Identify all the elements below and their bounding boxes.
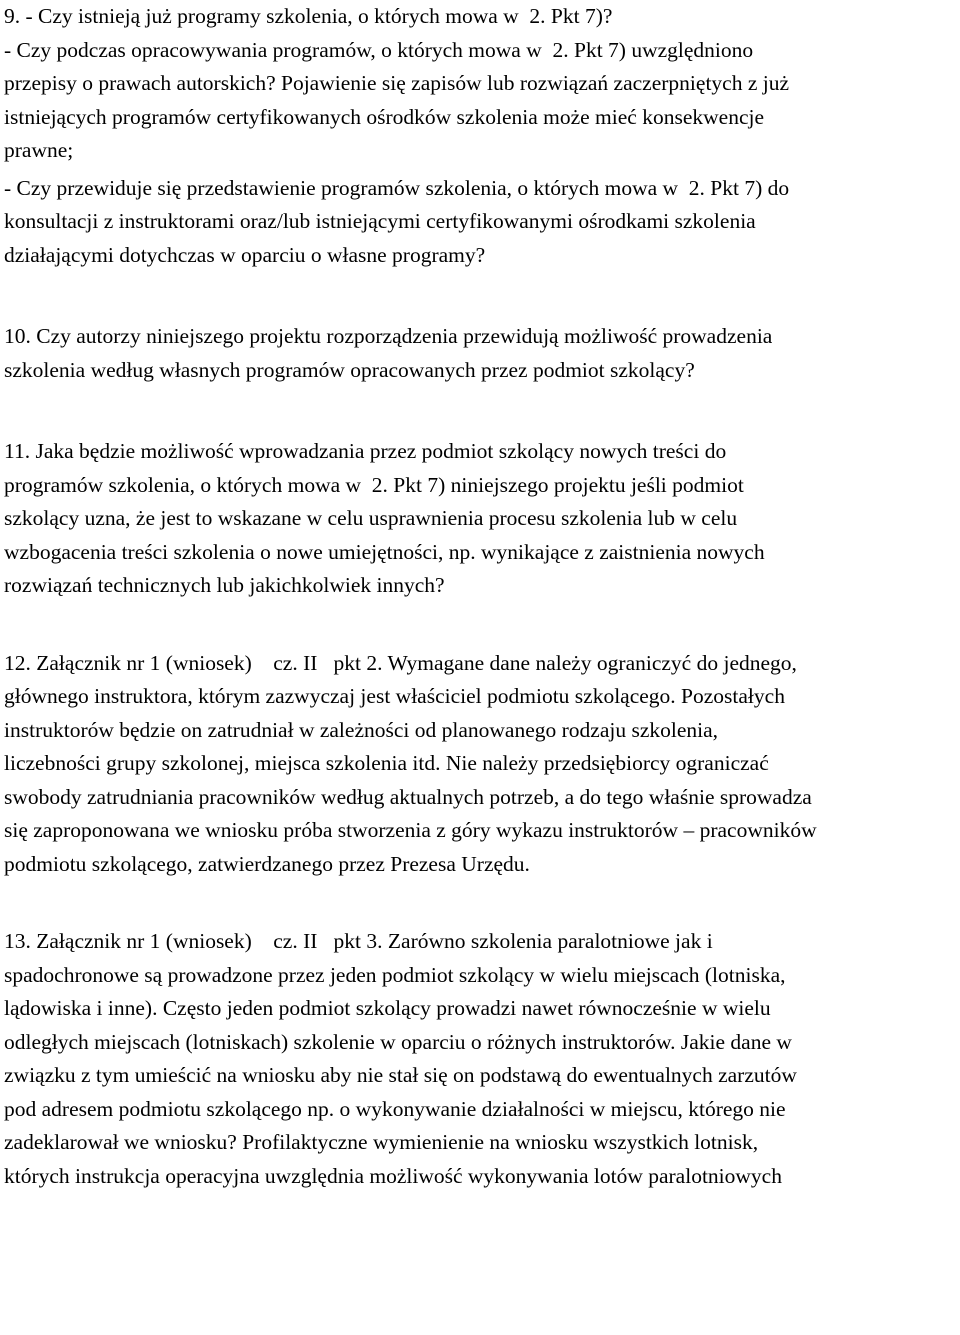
text-line: pod adresem podmiotu szkolącego np. o wykonywanie działalności w miejscu, którego nie bbox=[4, 1096, 786, 1121]
text-line: działającymi dotychczas w oparciu o własne programy? bbox=[4, 242, 486, 267]
text-line: szkolący uzna, że jest to wskazane w celu usprawnienia procesu szkolenia lub w celu bbox=[4, 506, 738, 530]
text-line: istniejących programów certyfikowanych ośrodków szkolenia może mieć konsekwencje bbox=[4, 104, 765, 129]
text-line: szkolenia według własnych programów opracowanych przez podmiot szkolący? bbox=[4, 357, 695, 382]
text-line: lądowiska i inne). Często jeden podmiot szkolący prowadzi nawet równocześnie w wielu bbox=[4, 996, 771, 1020]
question-10 bbox=[4, 320, 960, 387]
text-line: programów szkolenia, o których mowa w 2. Pkt 7) niniejszego projektu jeśli podmiot bbox=[4, 472, 744, 497]
question-13 bbox=[4, 925, 960, 1193]
text-line: wzbogacenia treści szkolenia o nowe umiejętności, np. wynikające z zaistnienia nowych bbox=[4, 539, 765, 564]
text-line: 11. Jaka będzie możliwość wprowadzania przez podmiot szkolący nowych treści do bbox=[4, 439, 727, 463]
text-line: konsultacji z instruktorami oraz/lub istniejącymi certyfikowanymi ośrodkami szkolenia bbox=[4, 209, 756, 233]
text-line: głównego instruktora, którym zazwyczaj jest właściciel podmiotu szkolącego. Pozostałych bbox=[4, 684, 785, 708]
text-line: związku z tym umieścić na wniosku aby nie stał się on podstawą do ewentualnych zarzutów bbox=[4, 1063, 797, 1087]
text-line: spadochronowe są prowadzone przez jeden podmiot szkolący w wielu miejscach (lotniska, bbox=[4, 962, 786, 987]
question-12 bbox=[4, 647, 960, 882]
document-page bbox=[4, 0, 960, 1193]
text-line: 10. Czy autorzy niniejszego projektu rozporządzenia przewidują możliwość prowadzenia bbox=[4, 324, 773, 348]
text-line: - Czy przewiduje się przedstawienie programów szkolenia, o których mowa w 2. Pkt 7) do bbox=[4, 175, 790, 200]
text-line: swobody zatrudniania pracowników według aktualnych potrzeb, a do tego właśnie sprowadza bbox=[4, 784, 812, 809]
question-11 bbox=[4, 435, 960, 603]
text-line: rozwiązań technicznych lub jakichkolwiek innych? bbox=[4, 573, 445, 597]
text-line: przepisy o prawach autorskich? Pojawienie się zapisów lub rozwiązań zaczerpniętych z już bbox=[4, 71, 790, 95]
text-line: się zaproponowana we wniosku próba stworzenia z góry wykazu instruktorów – pracowników bbox=[4, 818, 817, 842]
text-line: liczebności grupy szkolonej, miejsca szkolenia itd. Nie należy przedsiębiorcy ograniczać bbox=[4, 751, 769, 775]
text-line: zadeklarował we wniosku? Profilaktyczne wymienienie na wniosku wszystkich lotnisk, bbox=[4, 1130, 759, 1154]
text-line: 12. Załącznik nr 1 (wniosek) cz. II pkt 2. Wymagane dane należy ograniczyć do jednego, bbox=[4, 650, 797, 675]
text-line: podmiotu szkolącego, zatwierdzanego przez Prezesa Urzędu. bbox=[4, 851, 530, 876]
text-line: instruktorów będzie on zatrudniał w zależności od planowanego rodzaju szkolenia, bbox=[4, 717, 719, 742]
question-9 bbox=[4, 0, 960, 168]
text-line: 13. Załącznik nr 1 (wniosek) cz. II pkt 3. Zarówno szkolenia paralotniowe jak i bbox=[4, 929, 713, 953]
question-9-consultation bbox=[4, 172, 960, 273]
text-line: których instrukcja operacyjna uwzględnia możliwość wykonywania lotów paralotniowych bbox=[4, 1163, 782, 1188]
text-line: odległych miejscach (lotniskach) szkolenie w oparciu o różnych instruktorów. Jakie dane w bbox=[4, 1029, 792, 1054]
text-line: 9. - Czy istnieją już programy szkolenia, o których mowa w 2. Pkt 7)? bbox=[4, 4, 613, 28]
text-line: prawne; bbox=[4, 138, 74, 162]
text-line: - Czy podczas opracowywania programów, o których mowa w 2. Pkt 7) uwzględniono bbox=[4, 37, 754, 62]
